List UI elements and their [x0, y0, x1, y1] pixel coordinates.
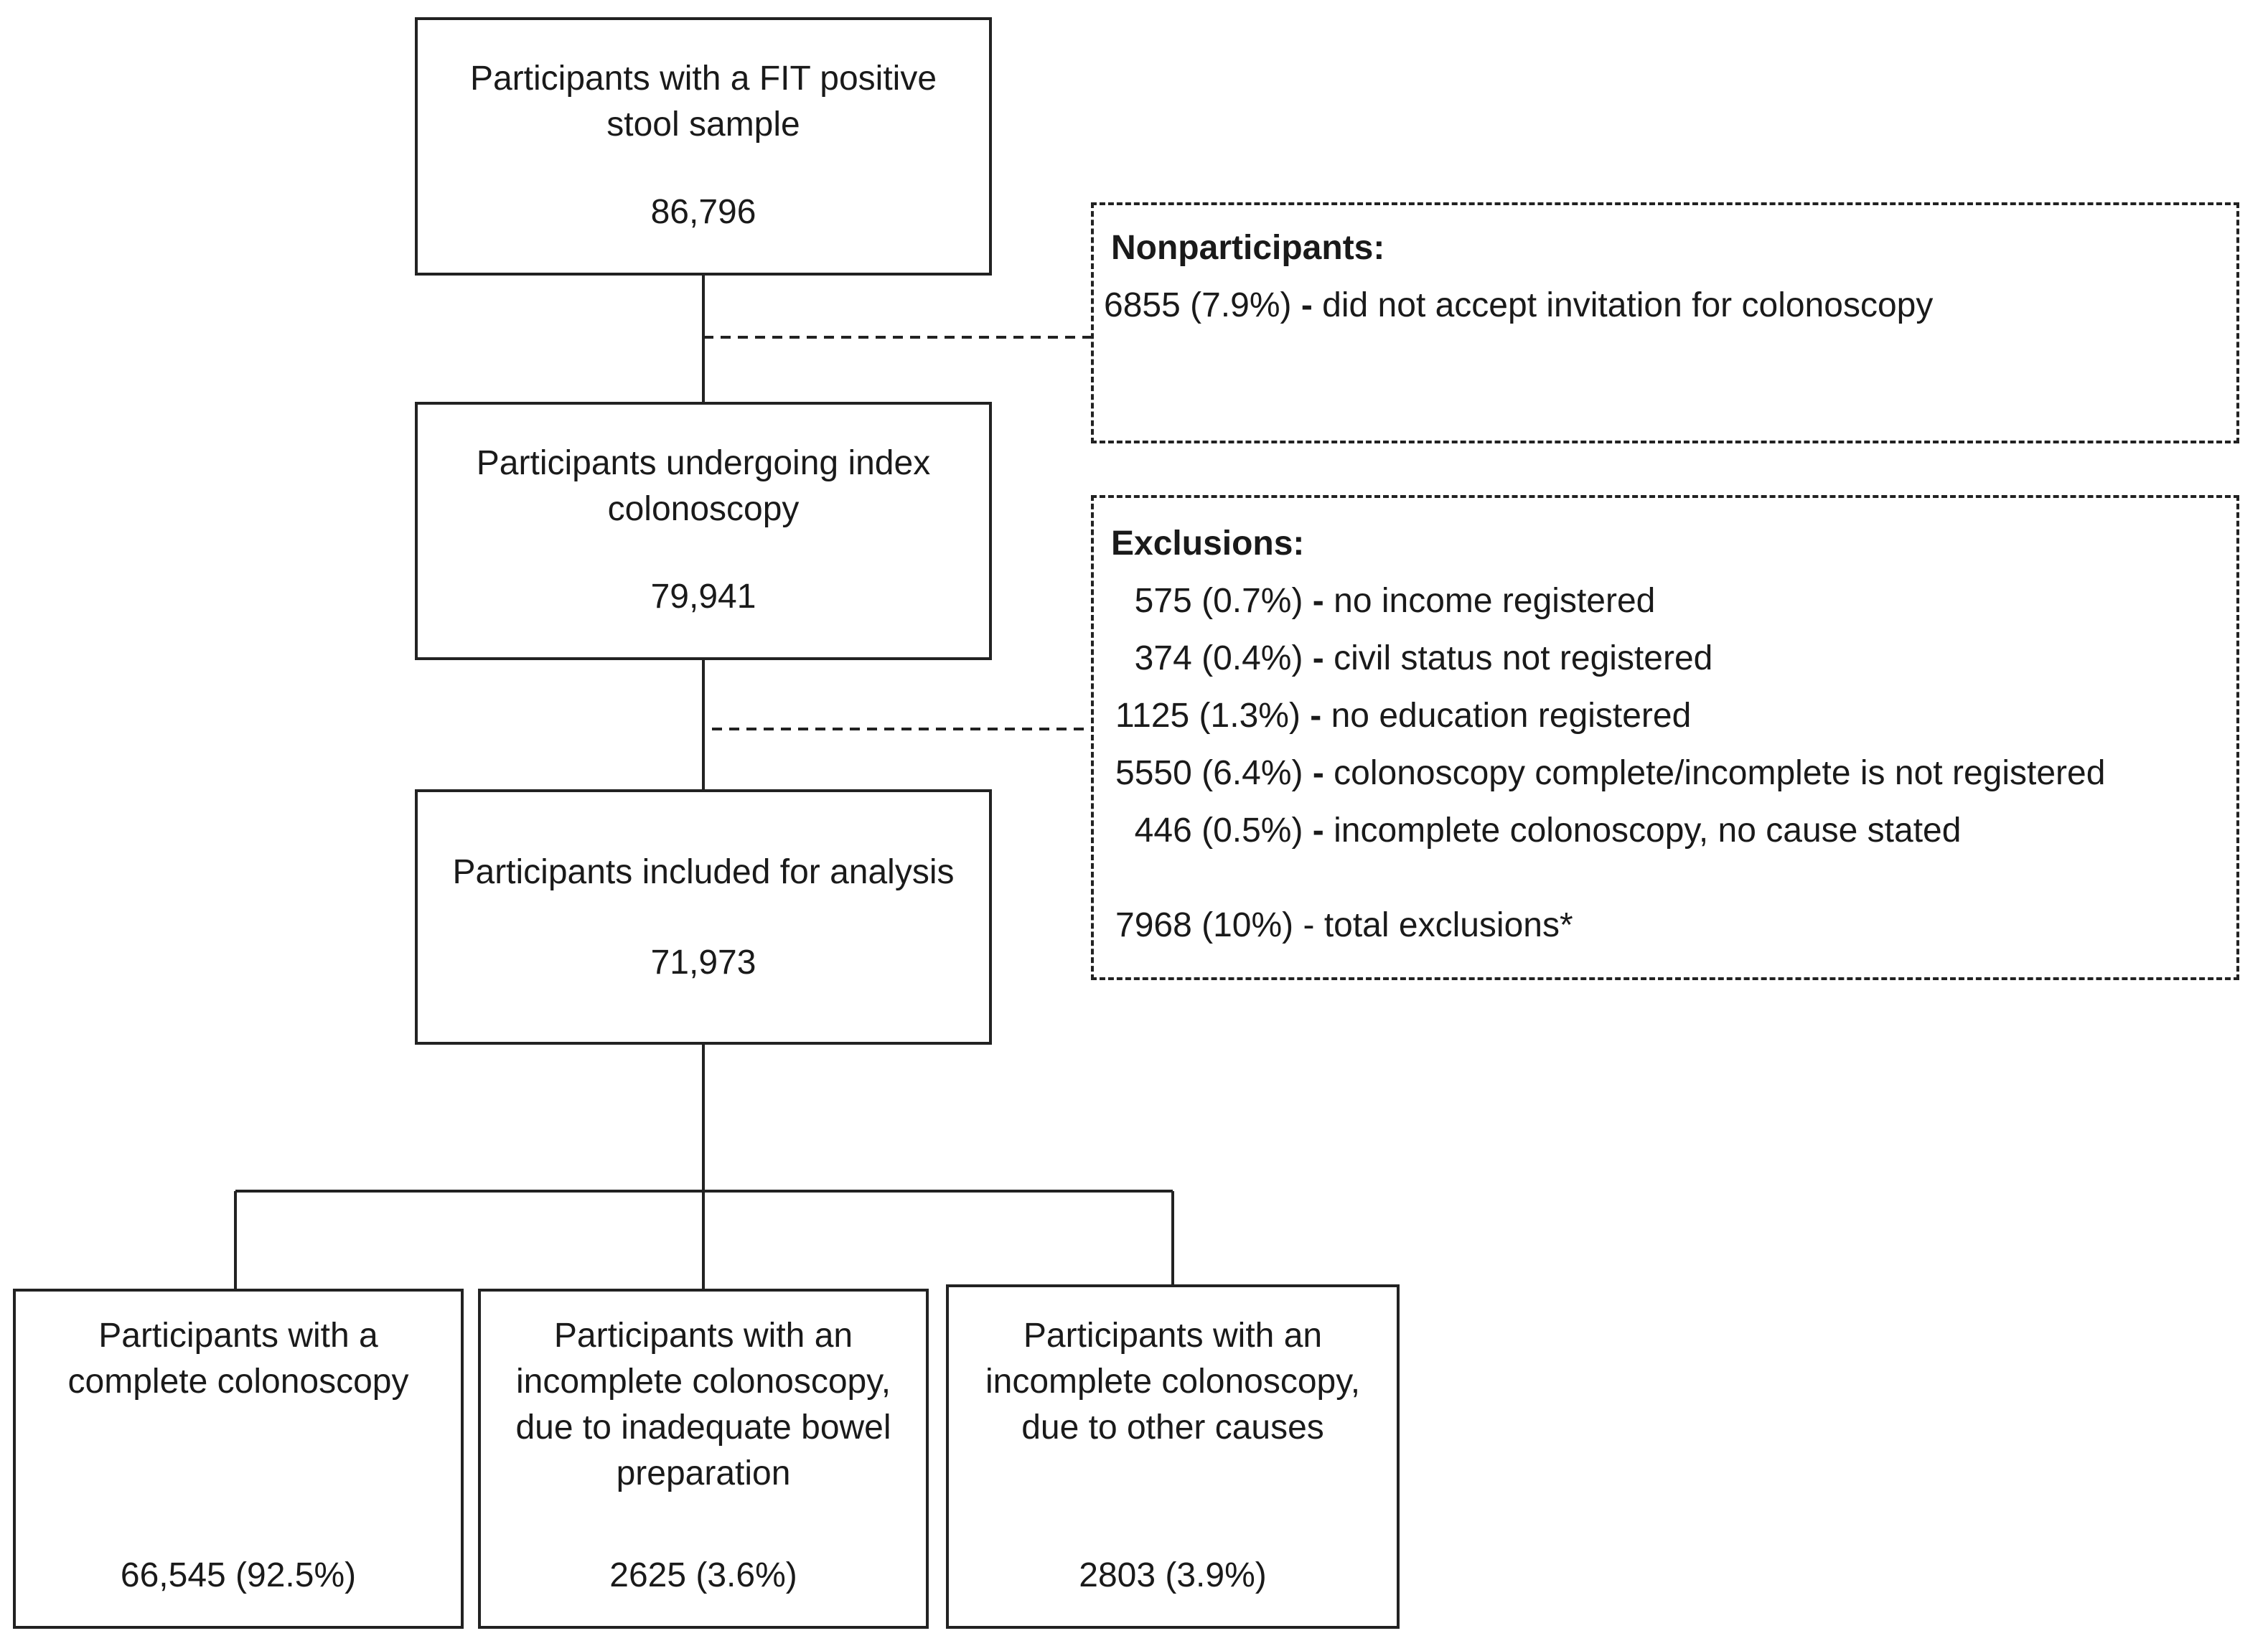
box-incomplete-bowel-prep-count: 2625 (3.6%) [609, 1556, 797, 1594]
nonparticipants-row [1104, 283, 1933, 329]
exclusions-box [1091, 495, 2239, 980]
row-value: 374 (0.4%) [1115, 639, 1303, 677]
box-index-colonoscopy-count: 79,941 [650, 578, 756, 616]
row-text: did not accept invitation for colonoscopy [1322, 286, 1934, 324]
box-incomplete-bowel-prep [478, 1289, 929, 1629]
row-text: colonoscopy complete/incomplete is not registered [1334, 754, 2106, 792]
row-separator: - [1303, 812, 1334, 850]
box-included-label: Participants included for analysis [452, 853, 955, 891]
exclusions-heading: Exclusions: [1111, 525, 1305, 563]
box-fit-positive-count: 86,796 [650, 193, 756, 231]
row-separator: - [1300, 697, 1331, 735]
nonparticipants-heading: Nonparticipants: [1111, 229, 1385, 267]
row-separator: - [1303, 582, 1334, 620]
exclusion-row [1115, 578, 1655, 624]
row-text: no education registered [1331, 697, 1692, 735]
exclusion-row [1115, 636, 1712, 682]
box-fit-positive [415, 17, 992, 276]
row-value: 6855 (7.9%) [1104, 286, 1292, 324]
row-separator: - [1291, 286, 1323, 324]
row-separator: - [1293, 906, 1324, 944]
box-complete-colonoscopy-label: Participants with a complete colonoscopy [67, 1317, 409, 1401]
box-incomplete-other-label: Participants with an incomplete colonoscopy, due to other causes [985, 1317, 1361, 1447]
row-value: 5550 (6.4%) [1115, 754, 1303, 792]
row-value: 1125 (1.3%) [1115, 697, 1301, 735]
row-value: 575 (0.7%) [1115, 582, 1303, 620]
box-index-colonoscopy-label: Participants undergoing index colonoscopy [476, 444, 931, 528]
nonparticipants-box [1091, 202, 2239, 443]
row-value: 446 (0.5%) [1115, 812, 1303, 850]
row-separator: - [1303, 639, 1334, 677]
row-text: total exclusions* [1323, 906, 1573, 944]
exclusion-row [1115, 808, 1961, 854]
exclusion-row [1115, 751, 2105, 796]
box-incomplete-other [946, 1284, 1400, 1629]
box-complete-colonoscopy [13, 1289, 464, 1629]
exclusion-row [1115, 693, 1691, 739]
box-complete-colonoscopy-count: 66,545 (92.5%) [120, 1556, 357, 1594]
box-included [415, 789, 992, 1045]
row-separator: - [1303, 754, 1334, 792]
row-value: 7968 (10%) [1115, 906, 1294, 944]
row-text: no income registered [1334, 582, 1656, 620]
row-text: civil status not registered [1334, 639, 1713, 677]
box-index-colonoscopy [415, 402, 992, 660]
row-text: incomplete colonoscopy, no cause stated [1334, 812, 1962, 850]
box-incomplete-bowel-prep-label: Participants with an incomplete colonoscopy, due to inadequate bowel preparation [515, 1317, 891, 1492]
box-incomplete-other-count: 2803 (3.9%) [1079, 1556, 1267, 1594]
box-fit-positive-label: Participants with a FIT positive stool sample [469, 60, 937, 144]
box-included-count: 71,973 [650, 944, 756, 982]
exclusion-total-row [1115, 903, 1573, 949]
